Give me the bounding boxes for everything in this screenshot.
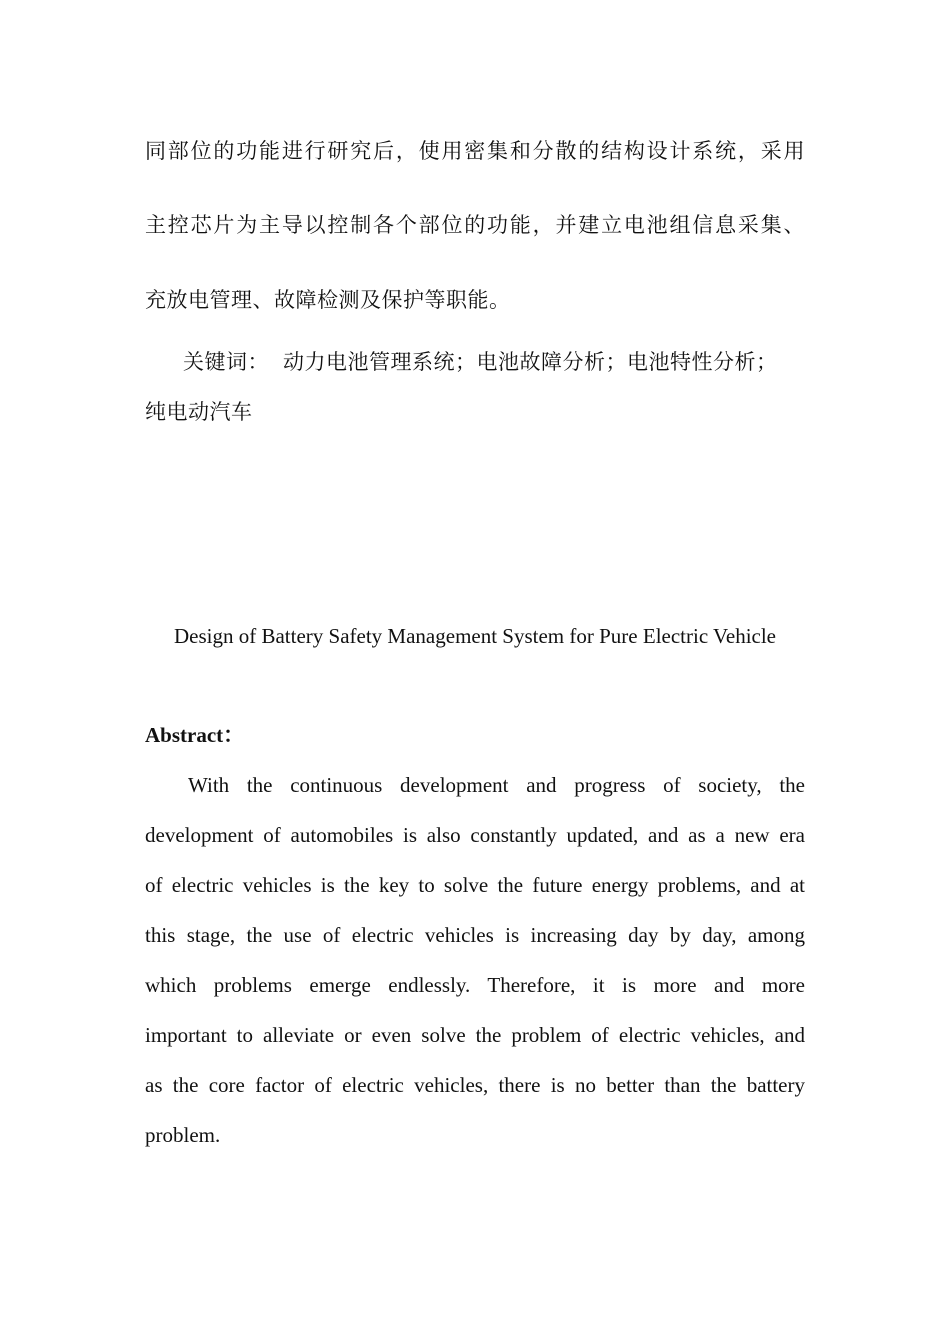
- english-title: Design of Battery Safety Management System for Pure Electric Vehicle: [173, 624, 777, 648]
- chinese-abstract-line: 同部位的功能进行研究后，使用密集和分散的结构设计系统，采用: [145, 139, 805, 163]
- abstract-line: of electric vehicles is the key to solve the future energy problems, and at: [145, 873, 805, 897]
- abstract-line: important to alleviate or even solve the problem of electric vehicles, and: [145, 1023, 805, 1047]
- keywords-line: [183, 348, 778, 376]
- abstract-line: this stage, the use of electric vehicles is increasing day by day, among: [145, 923, 805, 947]
- chinese-abstract-line: 充放电管理、故障检测及保护等职能。: [145, 288, 511, 312]
- abstract-heading: Abstract：: [145, 723, 245, 747]
- abstract-line: development of automobiles is also constantly updated, and as a new era: [145, 823, 805, 847]
- keywords-list: 动力电池管理系统；电池故障分析；电池特性分析；: [283, 350, 778, 374]
- abstract-line: problem.: [145, 1123, 221, 1147]
- abstract-line: as the core factor of electric vehicles, there is no better than the battery: [145, 1073, 805, 1097]
- keywords-label: 关键词：: [183, 350, 269, 374]
- chinese-abstract-line: 主控芯片为主导以控制各个部位的功能，并建立电池组信息采集、: [145, 213, 805, 237]
- abstract-line: which problems emerge endlessly. Therefore, it is more and more: [145, 973, 805, 997]
- keywords-continuation: 纯电动汽车: [145, 400, 253, 424]
- abstract-line: With the continuous development and progress of society, the: [188, 773, 805, 797]
